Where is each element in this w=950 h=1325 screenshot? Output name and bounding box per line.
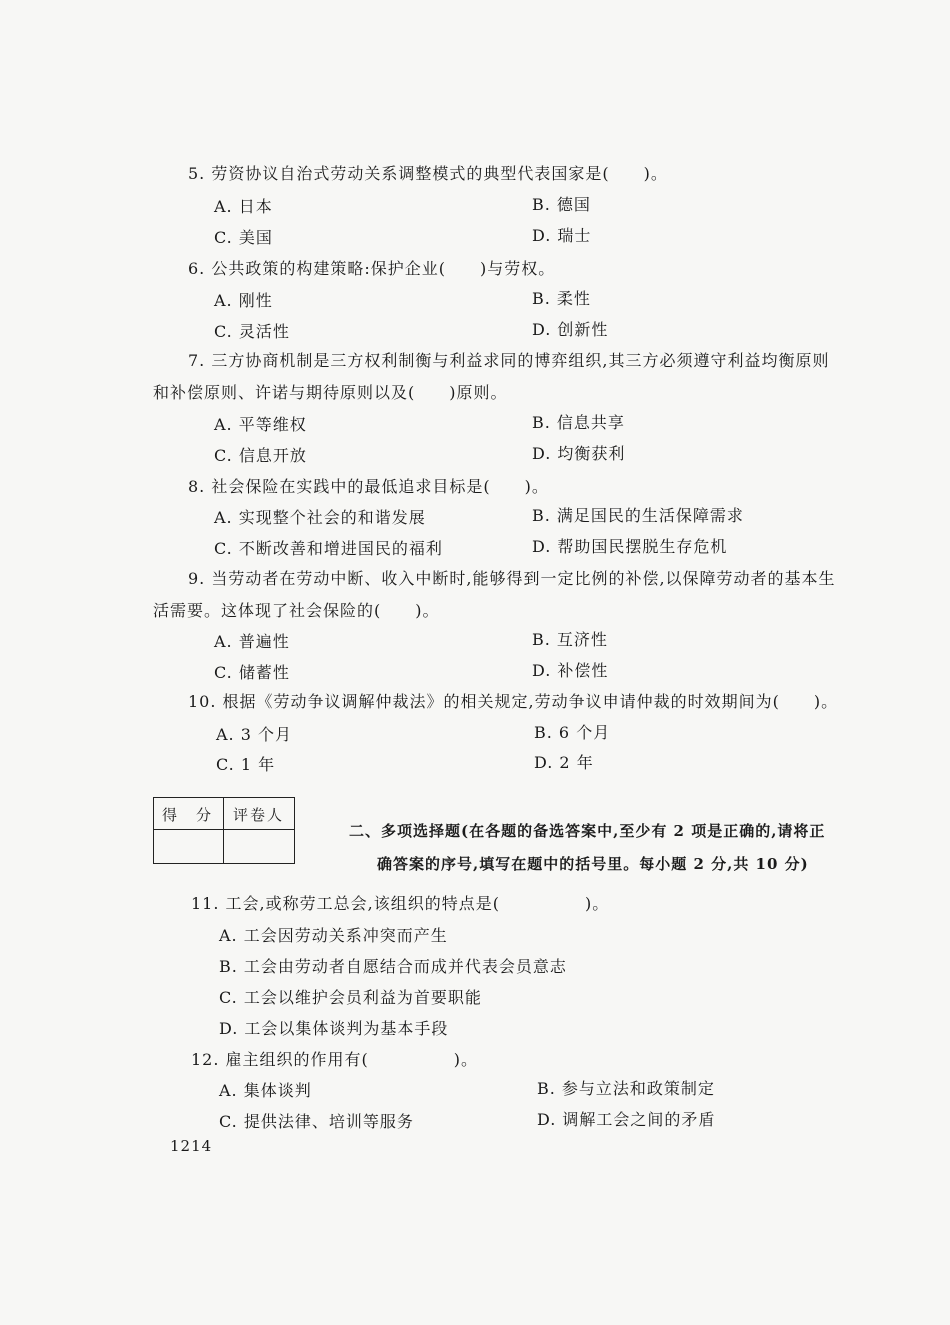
question-8-option-a: A. 实现整个社会的和谐发展 — [214, 508, 426, 527]
question-10-option-a: A. 3 个月 — [216, 725, 292, 744]
question-5-option-b: B. 德国 — [532, 195, 591, 214]
score-box-divider — [154, 829, 294, 830]
question-8-option-c: C. 不断改善和增进国民的福利 — [214, 539, 443, 558]
question-9-stem-line1: 9. 当劳动者在劳动中断、收入中断时,能够得到一定比例的补偿,以保障劳动者的基本生 — [188, 569, 836, 588]
question-10-option-c: C. 1 年 — [216, 755, 276, 774]
question-12-option-c: C. 提供法律、培训等服务 — [219, 1112, 414, 1131]
question-6-option-d: D. 创新性 — [532, 320, 609, 339]
score-label: 得 分 — [162, 806, 214, 824]
page-number: 1214 — [170, 1137, 213, 1155]
score-box-column-divider — [223, 798, 224, 863]
question-5-option-a: A. 日本 — [214, 197, 273, 216]
question-9-option-d: D. 补偿性 — [532, 661, 609, 680]
question-11-option-a: A. 工会因劳动关系冲突而产生 — [219, 926, 448, 945]
question-12-option-a: A. 集体谈判 — [219, 1081, 312, 1100]
question-9-option-b: B. 互济性 — [532, 630, 608, 649]
question-5-option-d: D. 瑞士 — [532, 226, 592, 245]
question-7-stem-line1: 7. 三方协商机制是三方权利制衡与利益求同的博弈组织,其三方必须遵守利益均衡原则 — [188, 351, 830, 370]
question-9-option-a: A. 普遍性 — [214, 632, 290, 651]
section-2-heading-line2: 确答案的序号,填写在题中的括号里。每小题 2 分,共 10 分) — [377, 855, 809, 873]
question-11-option-c: C. 工会以维护会员利益为首要职能 — [219, 988, 482, 1007]
question-10-option-d: D. 2 年 — [534, 753, 594, 772]
question-6-stem: 6. 公共政策的构建策略:保护企业( )与劳权。 — [188, 259, 556, 278]
question-5-stem: 5. 劳资协议自治式劳动关系调整模式的典型代表国家是( )。 — [188, 164, 668, 183]
question-5-option-c: C. 美国 — [214, 228, 273, 247]
question-6-option-a: A. 刚性 — [214, 291, 273, 310]
question-10-option-b: B. 6 个月 — [534, 723, 611, 742]
question-7-option-d: D. 均衡获利 — [532, 444, 626, 463]
question-6-option-c: C. 灵活性 — [214, 322, 290, 341]
question-8-option-d: D. 帮助国民摆脱生存危机 — [532, 537, 728, 556]
section-2-heading-line1: 二、多项选择题(在各题的备选答案中,至少有 2 项是正确的,请将正 — [349, 822, 826, 840]
question-12-stem: 12. 雇主组织的作用有( )。 — [191, 1050, 479, 1069]
question-12-option-d: D. 调解工会之间的矛盾 — [537, 1110, 716, 1129]
question-10-stem: 10. 根据《劳动争议调解仲裁法》的相关规定,劳动争议申请仲裁的时效期间为( )。 — [188, 692, 839, 711]
question-7-stem-line2: 和补偿原则、许诺与期待原则以及( )原则。 — [153, 383, 508, 402]
question-9-stem-line2: 活需要。这体现了社会保险的( )。 — [153, 601, 440, 620]
question-7-option-c: C. 信息开放 — [214, 446, 307, 465]
question-11-option-b: B. 工会由劳动者自愿结合而成并代表会员意志 — [219, 957, 567, 976]
question-11-option-d: D. 工会以集体谈判为基本手段 — [219, 1019, 449, 1038]
score-box — [153, 797, 295, 864]
question-9-option-c: C. 储蓄性 — [214, 663, 290, 682]
question-7-option-a: A. 平等维权 — [214, 415, 307, 434]
question-7-option-b: B. 信息共享 — [532, 413, 625, 432]
question-8-stem: 8. 社会保险在实践中的最低追求目标是( )。 — [188, 477, 549, 496]
question-12-option-b: B. 参与立法和政策制定 — [537, 1079, 715, 1098]
grader-label: 评卷人 — [233, 806, 285, 824]
question-8-option-b: B. 满足国民的生活保障需求 — [532, 506, 744, 525]
question-11-stem: 11. 工会,或称劳工总会,该组织的特点是( )。 — [191, 894, 610, 913]
question-6-option-b: B. 柔性 — [532, 289, 591, 308]
